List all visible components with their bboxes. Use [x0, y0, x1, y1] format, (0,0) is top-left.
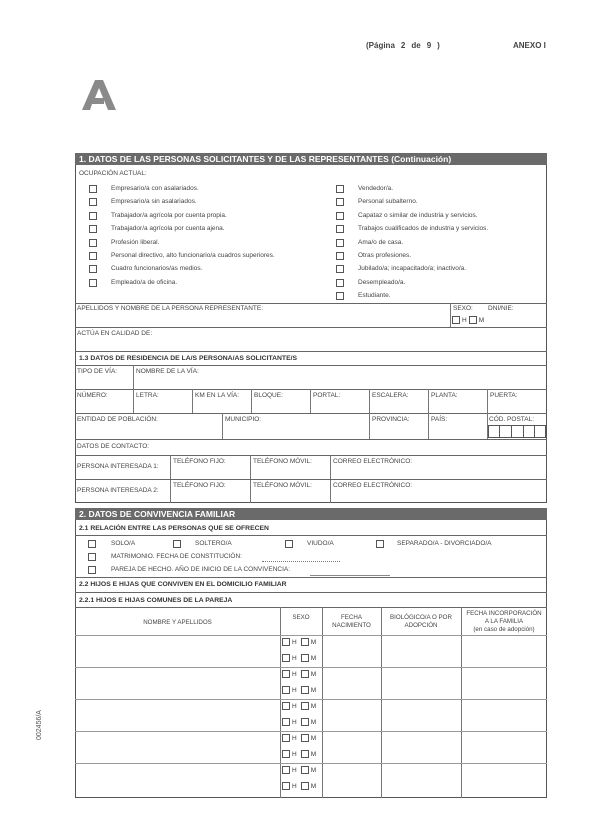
h-label: H: [292, 734, 297, 742]
actua-label: ACTÚA EN CALIDAD DE:: [77, 330, 153, 337]
email-2-label: CORREO ELECTRÓNICO:: [333, 482, 413, 489]
m-label: M: [310, 670, 317, 678]
divider: [487, 389, 488, 413]
annex-label: ANEXO I: [513, 41, 546, 50]
occupation-label: Empresario/a con asalariados.: [111, 185, 199, 192]
occupation-checkbox[interactable]: [89, 212, 97, 220]
child-sex-h-checkbox[interactable]: [282, 782, 290, 790]
occupation-checkbox[interactable]: [336, 265, 344, 273]
child-sex-m-checkbox[interactable]: [301, 702, 309, 710]
interesada1-label: PERSONA INTERESADA 1:: [77, 463, 159, 470]
postal-digit-box[interactable]: [488, 425, 500, 438]
divider: [75, 327, 547, 328]
residence-title: 1.3 DATOS DE RESIDENCIA DE LA/S PERSONA/AS SOLICITANTE/S: [79, 355, 298, 362]
m-label: M: [310, 702, 317, 710]
divider: [450, 303, 451, 327]
occupation-label: Trabajador/a agrícola por cuenta ajena.: [111, 225, 225, 233]
table-row-divider: [75, 763, 547, 764]
occupation-checkbox[interactable]: [89, 265, 97, 273]
occupation-checkbox[interactable]: [336, 185, 344, 193]
h-label: H: [292, 638, 297, 646]
divider: [75, 439, 547, 440]
child-sex-m-checkbox[interactable]: [301, 718, 309, 726]
col-fecha-line1: FECHA: [341, 614, 362, 621]
h-label: H: [292, 702, 297, 710]
child-sex-h-checkbox[interactable]: [282, 654, 290, 662]
divider: [369, 389, 370, 413]
portal-label: PORTAL:: [313, 392, 341, 399]
letra-label: LETRA:: [136, 392, 159, 399]
divider: [75, 607, 547, 608]
tel-fijo-1-label: TELÉFONO FIJO:: [173, 458, 226, 465]
soltero-label: SOLTERO/A: [195, 540, 232, 547]
m-label: M: [310, 686, 317, 694]
divider: [251, 389, 252, 413]
puerta-label: PUERTA:: [490, 392, 518, 399]
occupation-checkbox[interactable]: [336, 212, 344, 220]
divider: [75, 592, 547, 593]
m-label: M: [310, 734, 317, 742]
sexo-label: SEXO:: [453, 305, 473, 312]
occupation-label: Trabajos cualificados de industria y servicios.: [358, 225, 489, 233]
col-incorporacion: [461, 610, 547, 634]
divider: [133, 365, 134, 389]
contacto-label: DATOS DE CONTACTO:: [77, 443, 150, 450]
page-indicator: [366, 41, 446, 50]
child-sex-h-checkbox[interactable]: [282, 750, 290, 758]
occupation-checkbox[interactable]: [336, 239, 344, 247]
occupation-label: Trabajador/a agrícola por cuenta propia.: [111, 211, 227, 219]
child-sex-m-checkbox[interactable]: [301, 686, 309, 694]
comunes-title: 2.2.1 HIJOS E HIJAS COMUNES DE LA PAREJA: [79, 597, 233, 604]
h-label: H: [292, 782, 297, 790]
hijos-title: 2.2 HIJOS E HIJAS QUE CONVIVEN EN EL DOMICILIO FAMILIAR: [79, 581, 287, 588]
occupation-checkbox[interactable]: [336, 252, 344, 260]
child-sex-h-checkbox[interactable]: [282, 638, 290, 646]
page-number: 2: [400, 41, 406, 50]
child-sex-h-checkbox[interactable]: [282, 718, 290, 726]
cod-postal-label: CÓD. POSTAL:: [489, 416, 535, 423]
page-total: 9: [426, 41, 432, 50]
section2-title: 2. DATOS DE CONVIVENCIA FAMILIAR: [75, 508, 547, 520]
postal-digit-box[interactable]: [535, 425, 546, 438]
postal-code-boxes[interactable]: [488, 425, 546, 438]
col-bio-line1: BIOLÓGICO/A O POR: [390, 614, 452, 621]
occupation-checkbox[interactable]: [336, 292, 344, 300]
viudo-label: VIUDO/A: [307, 540, 334, 547]
occupation-label: Vendedor/a.: [358, 185, 394, 192]
solo-label: SOLO/A: [111, 540, 136, 547]
child-sex-h-checkbox[interactable]: [282, 766, 290, 774]
table-row: [282, 782, 316, 790]
pais-label: PAÍS:: [431, 416, 448, 423]
occupation-checkbox[interactable]: [89, 252, 97, 260]
col-biologico: [381, 614, 461, 630]
divider: [75, 365, 547, 366]
divider: [75, 303, 547, 304]
h-label: H: [292, 750, 297, 758]
occupation-label: Desempleado/a.: [358, 278, 406, 286]
km-label: KM EN LA VÍA:: [195, 392, 240, 399]
occupation-label: Personal directivo, alto funcionario/a cuadros superiores.: [111, 252, 275, 259]
relation-title: 2.1 RELACIÓN ENTRE LAS PERSONAS QUE SE OFRECEN: [79, 525, 269, 532]
occupation-label: Jubilado/a; incapacitado/a; inactivo/a.: [358, 265, 467, 273]
occupation-checkbox[interactable]: [89, 279, 97, 287]
occupation-label: Ama/o de casa.: [358, 238, 404, 246]
separado-checkbox[interactable]: [376, 540, 384, 548]
child-sex-m-checkbox[interactable]: [301, 782, 309, 790]
table-row: [282, 766, 316, 774]
divider: [75, 389, 547, 390]
bloque-label: BLOQUE:: [254, 392, 283, 399]
table-row: [282, 718, 316, 726]
h-label: H: [292, 686, 297, 694]
soltero-checkbox[interactable]: [173, 540, 181, 548]
child-sex-m-checkbox[interactable]: [301, 766, 309, 774]
tipo-via-label: TIPO DE VÍA:: [77, 368, 118, 375]
h-label: H: [292, 718, 297, 726]
pareja-year-field[interactable]: [310, 575, 390, 576]
occupation-label: Empleado/a de oficina.: [111, 278, 178, 286]
m-label: M: [310, 782, 317, 790]
child-sex-m-checkbox[interactable]: [301, 638, 309, 646]
table-row: [282, 734, 316, 742]
h-label: H: [292, 670, 297, 678]
escalera-label: ESCALERA:: [372, 392, 409, 399]
child-sex-m-checkbox[interactable]: [301, 670, 309, 678]
table-row: [282, 670, 316, 678]
m-label: M: [310, 766, 317, 774]
table-row: [282, 750, 316, 758]
tel-movil-1-label: TELÉFONO MÓVIL:: [253, 458, 312, 465]
divider: [133, 389, 134, 413]
child-sex-h-checkbox[interactable]: [282, 734, 290, 742]
postal-digit-box[interactable]: [512, 425, 524, 438]
side-code: 002456/A: [36, 710, 43, 740]
child-sex-h-checkbox[interactable]: [282, 702, 290, 710]
occupation-label: Profesión liberal.: [111, 238, 160, 246]
solo-checkbox[interactable]: [88, 540, 96, 548]
planta-label: PLANTA:: [431, 392, 458, 399]
occupation-label: OCUPACIÓN ACTUAL:: [79, 170, 147, 177]
postal-digit-box[interactable]: [524, 425, 535, 438]
m-label: M: [310, 718, 317, 726]
table-row: [282, 686, 316, 694]
section1-title: 1. DATOS DE LAS PERSONAS SOLICITANTES Y DE LAS REPRESENTANTES (Continuación): [75, 153, 547, 165]
viudo-checkbox[interactable]: [285, 540, 293, 548]
postal-digit-box[interactable]: [500, 425, 512, 438]
col-fecha-line2: NACIMIENTO: [332, 622, 371, 629]
provincia-label: PROVINCIA:: [372, 416, 410, 423]
pareja-label: PAREJA DE HECHO. AÑO DE INICIO DE LA CONVIVENCIA:: [111, 566, 291, 573]
h-label: H: [292, 766, 297, 774]
m-label: M: [310, 654, 317, 662]
table-row-divider: [75, 635, 547, 636]
col-inc-line1: FECHA INCORPORACIÓN: [466, 610, 542, 617]
col-inc-line2: A LA FAMILIA: [484, 618, 524, 625]
pareja-checkbox[interactable]: [88, 566, 96, 574]
divider: [192, 389, 193, 413]
divider: [428, 389, 429, 413]
col-sexo: SEXO: [292, 614, 310, 621]
tel-fijo-2-label: TELÉFONO FIJO:: [173, 482, 226, 489]
h-label: H: [462, 316, 467, 324]
child-sex-m-checkbox[interactable]: [301, 654, 309, 662]
child-sex-m-checkbox[interactable]: [301, 750, 309, 758]
divider: [75, 535, 547, 536]
municipio-label: MUNICIPIO:: [225, 416, 262, 423]
rep-sex-h-checkbox[interactable]: [452, 316, 460, 324]
dni-label: DNI/NIE:: [488, 305, 514, 312]
occupation-checkbox[interactable]: [336, 279, 344, 287]
col-fecha: [322, 614, 381, 630]
matrimonio-checkbox[interactable]: [88, 553, 96, 561]
rep-sex-options: [452, 316, 484, 324]
table-row-divider: [75, 731, 547, 732]
occupation-checkbox[interactable]: [336, 198, 344, 206]
occupation-label: Otras profesiones.: [358, 252, 412, 259]
divider: [75, 413, 547, 414]
table-row-divider: [75, 667, 547, 668]
email-1-label: CORREO ELECTRÓNICO:: [333, 458, 413, 465]
divider: [369, 413, 370, 439]
m-label: M: [310, 750, 317, 758]
matrimonio-label: MATRIMONIO. FECHA DE CONSTITUCIÓN:: [111, 553, 242, 560]
page-de: de: [411, 41, 421, 50]
junta-logo-icon: [78, 76, 118, 114]
m-label: M: [478, 316, 485, 324]
nombre-via-label: NOMBRE DE LA VÍA:: [136, 368, 199, 375]
rep-sex-m-checkbox[interactable]: [469, 316, 477, 324]
occupation-label: Estudiante.: [358, 292, 391, 300]
occupation-label: Capataz o similar de industria y servicios.: [358, 211, 478, 219]
section1-box: [75, 153, 547, 503]
page-suffix: ): [437, 41, 440, 50]
matrimonio-date-field[interactable]: [262, 561, 340, 562]
separado-label: SEPARADO/A - DIVORCIADO/A: [397, 540, 492, 547]
child-sex-h-checkbox[interactable]: [282, 686, 290, 694]
occupation-label: Personal subalterno.: [358, 198, 418, 206]
occupation-label: Cuadro funcionarios/as medios.: [111, 265, 203, 273]
occupation-checkbox[interactable]: [89, 198, 97, 206]
col-nombre: NOMBRE Y APELLIDOS: [143, 619, 212, 626]
divider: [75, 479, 547, 480]
rep-name-label: APELLIDOS Y NOMBRE DE LA PERSONA REPRESENTANTE:: [77, 305, 264, 312]
divider: [428, 413, 429, 439]
divider: [75, 455, 547, 456]
numero-label: NÚMERO:: [77, 392, 108, 399]
child-sex-h-checkbox[interactable]: [282, 670, 290, 678]
divider: [75, 577, 547, 578]
occupation-checkbox[interactable]: [89, 185, 97, 193]
m-label: M: [310, 638, 317, 646]
occupation-checkbox[interactable]: [336, 225, 344, 233]
child-sex-m-checkbox[interactable]: [301, 734, 309, 742]
occupation-label: Empresario/a sin asalariados.: [111, 198, 197, 206]
col-inc-line3: (en caso de adopción): [473, 626, 535, 633]
page-prefix: (Página: [366, 41, 395, 50]
table-row: [282, 654, 316, 662]
divider: [222, 413, 223, 439]
table-row: [282, 638, 316, 646]
occupation-checkbox[interactable]: [89, 225, 97, 233]
table-row-divider: [75, 699, 547, 700]
divider: [310, 389, 311, 413]
divider: [75, 351, 547, 352]
entidad-label: ENTIDAD DE POBLACIÓN:: [77, 416, 158, 423]
h-label: H: [292, 654, 297, 662]
table-row: [282, 702, 316, 710]
occupation-checkbox[interactable]: [89, 239, 97, 247]
tel-movil-2-label: TELÉFONO MÓVIL:: [253, 482, 312, 489]
col-bio-line2: ADOPCIÓN: [404, 622, 438, 629]
interesada2-label: PERSONA INTERESADA 2:: [77, 487, 159, 494]
